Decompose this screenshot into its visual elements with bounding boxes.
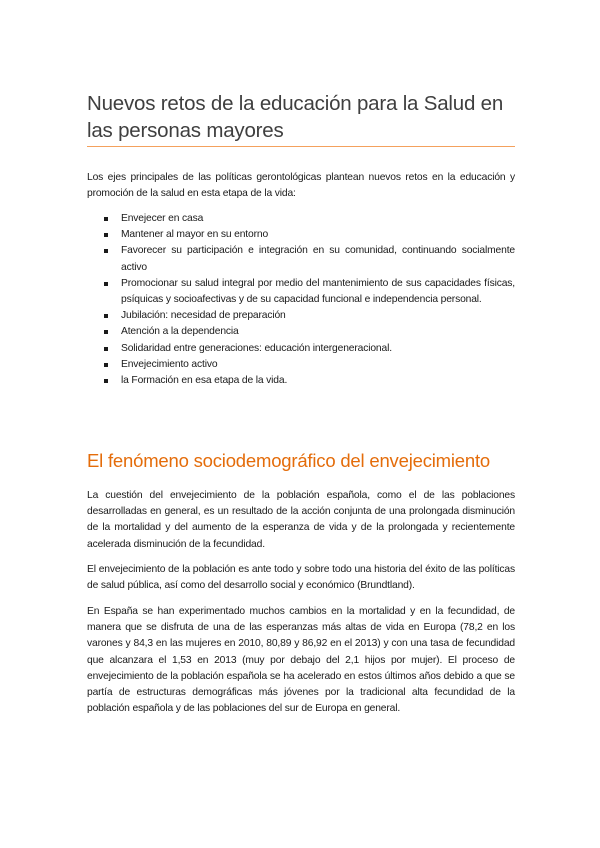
page-title: Nuevos retos de la educación para la Salud en las personas mayores — [87, 92, 504, 142]
bullet-square-icon — [104, 233, 108, 237]
list-item: Envejecimiento activo — [87, 357, 515, 373]
list-item: Solidaridad entre generaciones: educación intergeneracional. — [87, 341, 515, 357]
list-item: Atención a la dependencia — [87, 324, 515, 340]
bullet-square-icon — [104, 363, 108, 367]
bullet-square-icon — [104, 217, 108, 221]
bullet-square-icon — [104, 282, 108, 286]
list-item: Envejecer en casa — [87, 211, 515, 227]
bullet-square-icon — [104, 379, 108, 383]
intro-paragraph: Los ejes principales de las políticas gerontológicas plantean nuevos retos en la educación y promoción de la salud en esta etapa de la vida: — [87, 172, 515, 200]
list-item: Favorecer su participación e integración en su comunidad, continuando socialmente activo — [87, 243, 515, 275]
section-heading: El fenómeno sociodemográfico del envejecimiento — [87, 450, 490, 471]
list-item: la Formación en esa etapa de la vida. — [87, 373, 515, 389]
list-item: Promocionar su salud integral por medio del mantenimiento de sus capacidades físicas, psíquicas y socioafectivas y de su capacidad funcional e independencia personal. — [87, 276, 515, 308]
body-paragraph: El envejecimiento de la población es ante todo y sobre todo una historia del éxito de las políticas de salud pública, así como del desarrollo social y económico (Brundtland). — [87, 564, 515, 592]
challenges-list — [87, 211, 515, 389]
list-item: Mantener al mayor en su entorno — [87, 227, 515, 243]
list-item: Jubilación: necesidad de preparación — [87, 308, 515, 324]
body-paragraph: En España se han experimentado muchos cambios en la mortalidad y en la fecundidad, de manera que se disfruta de una de las esperanzas más altas de vida en Europa (78,2 en los varones y 84,3 en las mujeres en 2010, 80,89 y 86,92 en el 2013) y con una tasa de fecundidad que alcanzara el 1,53 en 2013 (muy por debajo del 2,1 hijos por mujer). El proceso de envejecimiento de la población española se ha acelerado en estos últimos años debido a que se partía de estructuras demográficas más jóvenes por la tradicional alta fecundidad de la población española y de las poblaciones del sur de Europa en general. — [87, 606, 515, 715]
bullet-square-icon — [104, 330, 108, 334]
body-paragraph: La cuestión del envejecimiento de la población española, como el de las poblaciones desarrolladas en general, es un resultado de la acción conjunta de una prolongada disminución de la mortalidad y del aumento de la esperanza de vida y de la prolongada y recientemente acelerada disminución de la fecundidad. — [87, 490, 515, 550]
bullet-square-icon — [104, 314, 108, 318]
title-underline — [87, 146, 515, 147]
bullet-square-icon — [104, 347, 108, 351]
bullet-square-icon — [104, 249, 108, 253]
